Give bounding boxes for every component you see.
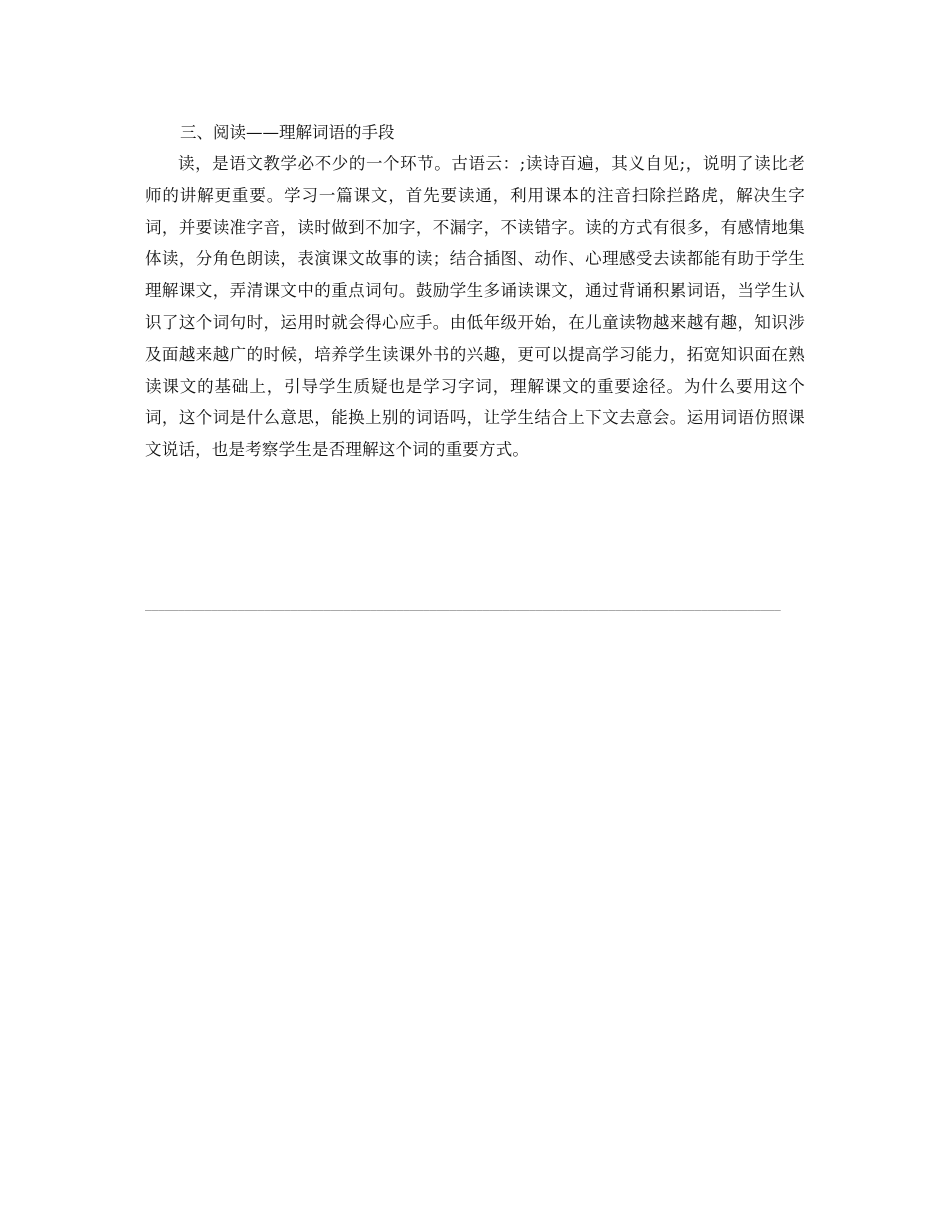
body-paragraph: 读，是语文教学必不少的一个环节。古语云：;读诗百遍，其义自见;，说明了读比老师的讲解更重要。学习一篇课文，首先要读通，利用课本的注音扫除拦路虎，解决生字词，并要读准字音，读时做到不加字，不漏字，不读错字。读的方式有很多，有感情地集体读，分角色朗读，表演课文故事的读；结合插图、动作、心理感受去读都能有助于学生理解课文，弄清课文中的重点词句。鼓励学生多诵读课文，通过背诵积累词语，当学生认识了这个词句时，运用时就会得心应手。由低年级开始，在儿童读物越来越有趣，知识涉及面越来越广的时候，培养学生读课外书的兴趣，更可以提高学习能力，拓宽知识面在熟读课文的基础上，引导学生质疑也是学习字词，理解课文的重要途径。为什么要用这个词，这个词是什么意思，能换上别的词语吗，让学生结合上下文去意会。运用词语仿照课文说话，也是考察学生是否理解这个词的重要方式。 xyxy=(145,154,805,460)
section-heading: 三、阅读——理解词语的手段 xyxy=(180,123,395,142)
document-body xyxy=(145,118,805,466)
separator-line: ________________________________________________________________________________________________ xyxy=(145,598,781,611)
